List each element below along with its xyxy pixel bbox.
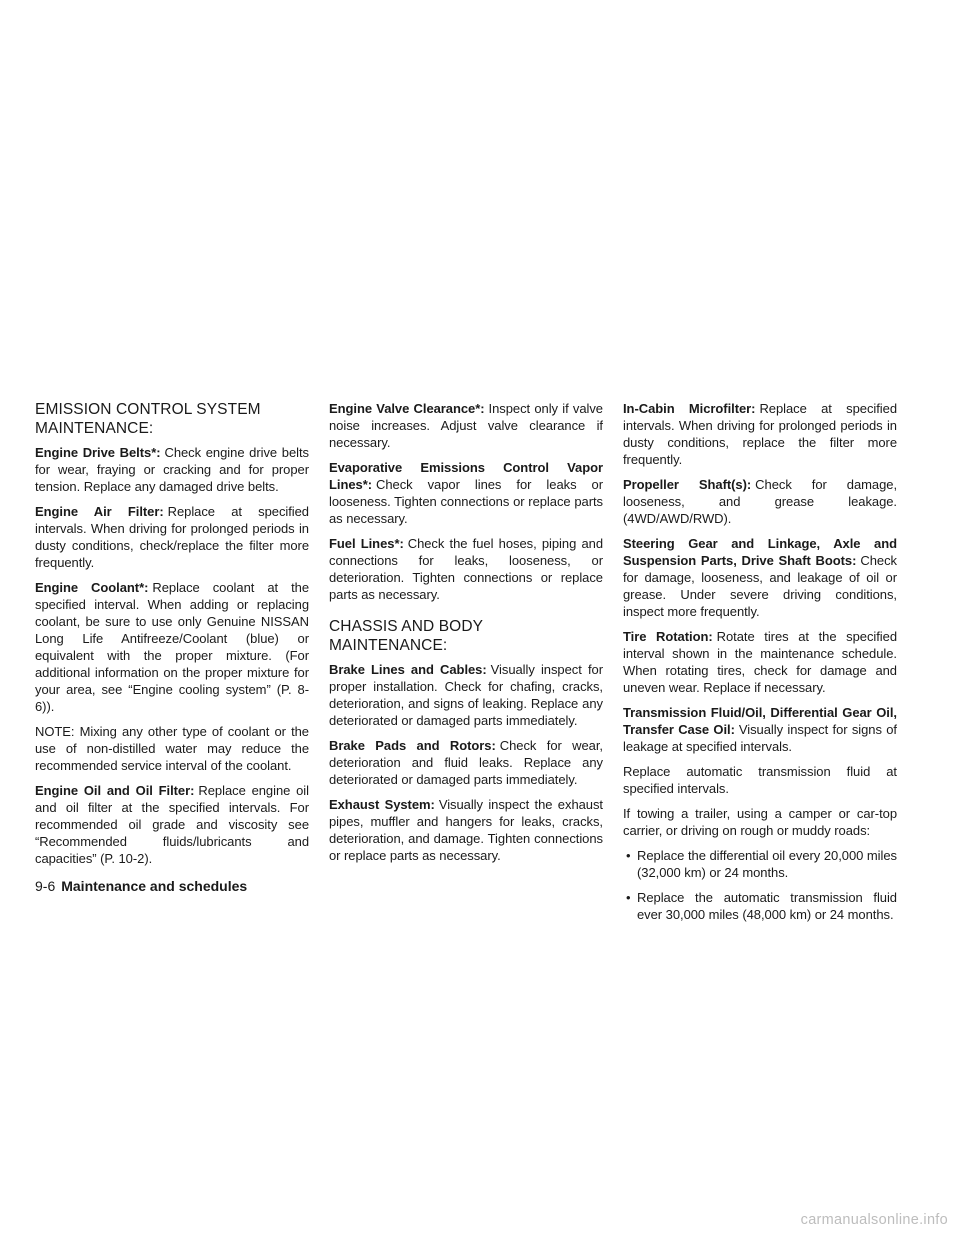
exhaust-system-paragraph bbox=[329, 796, 603, 864]
paragraph-text: Replace automatic transmission fluid at specified intervals. bbox=[623, 764, 897, 796]
paragraph-text: Check engine drive belts for wear, fraying or cracking and for proper tension. Replace any damaged drive belts. bbox=[35, 445, 309, 494]
list-item: • Replace the differential oil every 20,000 miles (32,000 km) or 24 months. bbox=[623, 847, 897, 881]
paragraph-term: Engine Drive Belts*: bbox=[35, 445, 161, 460]
paragraph-text: Check for damage, looseness, and grease leakage. (4WD/AWD/RWD). bbox=[623, 477, 898, 526]
tire-rotation-paragraph bbox=[623, 628, 897, 696]
engine-coolant-paragraph bbox=[35, 579, 309, 715]
engine-oil-paragraph bbox=[35, 782, 309, 867]
chassis-maintenance-heading: CHASSIS AND BODY MAINTENANCE: bbox=[329, 618, 483, 654]
paragraph-text: Replace at specified intervals. When driving for prolonged periods in dusty conditions, replace the filter more frequently. bbox=[623, 401, 897, 467]
page-footer bbox=[35, 877, 247, 895]
steering-gear-paragraph bbox=[623, 535, 897, 620]
emission-maintenance-heading: EMISSION CONTROL SYSTEM MAINTENANCE: bbox=[35, 401, 261, 437]
fuel-lines-paragraph bbox=[329, 535, 603, 603]
brake-lines-paragraph bbox=[329, 661, 603, 729]
replace-atf-paragraph bbox=[623, 763, 897, 797]
paragraph-term: Engine Coolant*: bbox=[35, 580, 149, 595]
paragraph-term: Engine Oil and Oil Filter: bbox=[35, 783, 195, 798]
engine-drive-belts-paragraph bbox=[35, 444, 309, 495]
propeller-shaft-paragraph bbox=[623, 476, 897, 527]
paragraph-term: Engine Air Filter: bbox=[35, 504, 164, 519]
paragraph-term: Evaporative Emissions Control Vapor Lines*: bbox=[329, 460, 603, 492]
towing-bullet-list bbox=[623, 847, 897, 923]
evaporative-emissions-paragraph bbox=[329, 459, 603, 527]
column-right bbox=[623, 400, 897, 931]
paragraph-term: Propeller Shaft(s): bbox=[623, 477, 752, 492]
paragraph-text: Check vapor lines for leaks or looseness. Tighten connections or replace parts as necessary. bbox=[329, 477, 603, 526]
paragraph-text: If towing a trailer, using a camper or car-top carrier, or driving on rough or muddy roads: bbox=[623, 806, 897, 838]
coolant-note-paragraph bbox=[35, 723, 309, 774]
paragraph-term: Fuel Lines*: bbox=[329, 536, 404, 551]
list-item: • Replace the automatic transmission fluid ever 30,000 miles (48,000 km) or 24 months. bbox=[623, 889, 897, 923]
engine-valve-clearance-paragraph bbox=[329, 400, 603, 451]
paragraph-text: Rotate tires at the specified interval shown in the maintenance schedule. When rotating tires, check for damage and uneven wear. Replace if necessary. bbox=[623, 629, 897, 695]
paragraph-term: Steering Gear and Linkage, Axle and Suspension Parts, Drive Shaft Boots: bbox=[623, 536, 897, 568]
paragraph-text: Check for wear, deterioration and fluid leaks. Replace any deteriorated or damaged parts immediately. bbox=[329, 738, 603, 787]
paragraph-text: Replace engine oil and oil filter at the specified intervals. For recommended oil grade and viscosity see “Recommended fluids/lubricants and capacities” (P. 10-2). bbox=[35, 783, 309, 866]
paragraph-term: Brake Pads and Rotors: bbox=[329, 738, 496, 753]
page-number: 9-6 bbox=[35, 878, 56, 894]
paragraph-text: Visually inspect for proper installation. Check for chafing, cracks, deterioration, and signs of leaking. Replace any deteriorated or damaged parts immediately. bbox=[329, 662, 603, 728]
paragraph-text: Check the fuel hoses, piping and connections for leaks, looseness, or deterioration. Tighten connections or replace parts as necessary. bbox=[329, 536, 604, 602]
transmission-fluid-paragraph bbox=[623, 704, 897, 755]
engine-air-filter-paragraph bbox=[35, 503, 309, 571]
column-middle bbox=[329, 400, 603, 872]
towing-conditions-paragraph bbox=[623, 805, 897, 839]
paragraph-text: Replace at specified intervals. When driving for prolonged periods in dusty conditions, check/replace the filter more frequently. bbox=[35, 504, 309, 570]
in-cabin-microfilter-paragraph bbox=[623, 400, 897, 468]
paragraph-term: Tire Rotation: bbox=[623, 629, 713, 644]
paragraph-text: Inspect only if valve noise increases. Adjust valve clearance if necessary. bbox=[329, 401, 603, 450]
paragraph-term: Engine Valve Clearance*: bbox=[329, 401, 485, 416]
brake-pads-paragraph bbox=[329, 737, 603, 788]
paragraph-term: Brake Lines and Cables: bbox=[329, 662, 487, 677]
column-left bbox=[35, 400, 309, 875]
paragraph-text: Visually inspect for signs of leakage at specified intervals. bbox=[623, 722, 897, 754]
site-watermark: carmanualsonline.info bbox=[800, 1212, 948, 1228]
paragraph-term: Exhaust System: bbox=[329, 797, 435, 812]
paragraph-term: Transmission Fluid/Oil, Differential Gear Oil, Transfer Case Oil: bbox=[623, 705, 897, 737]
paragraph-text: NOTE: Mixing any other type of coolant or the use of non-distilled water may reduce the recommended service interval of the coolant. bbox=[35, 724, 309, 773]
paragraph-text: Visually inspect the exhaust pipes, muffler and hangers for leaks, cracks, deterioration, and damage. Tighten connections or replace parts as necessary. bbox=[329, 797, 603, 863]
paragraph-term: In-Cabin Microfilter: bbox=[623, 401, 756, 416]
footer-section-name: Maintenance and schedules bbox=[61, 878, 248, 894]
paragraph-text: Replace coolant at the specified interval. When adding or replacing coolant, be sure to use only Genuine NISSAN Long Life Antifreeze/Coolant (blue) or equivalent with the proper mixture. (For additional information on the proper mixture for your area, see “Engine cooling system” (P. 8-6)). bbox=[35, 580, 309, 714]
paragraph-text: Check for damage, looseness, and leakage of oil or grease. Under severe driving conditions, inspect more frequently. bbox=[623, 553, 897, 619]
